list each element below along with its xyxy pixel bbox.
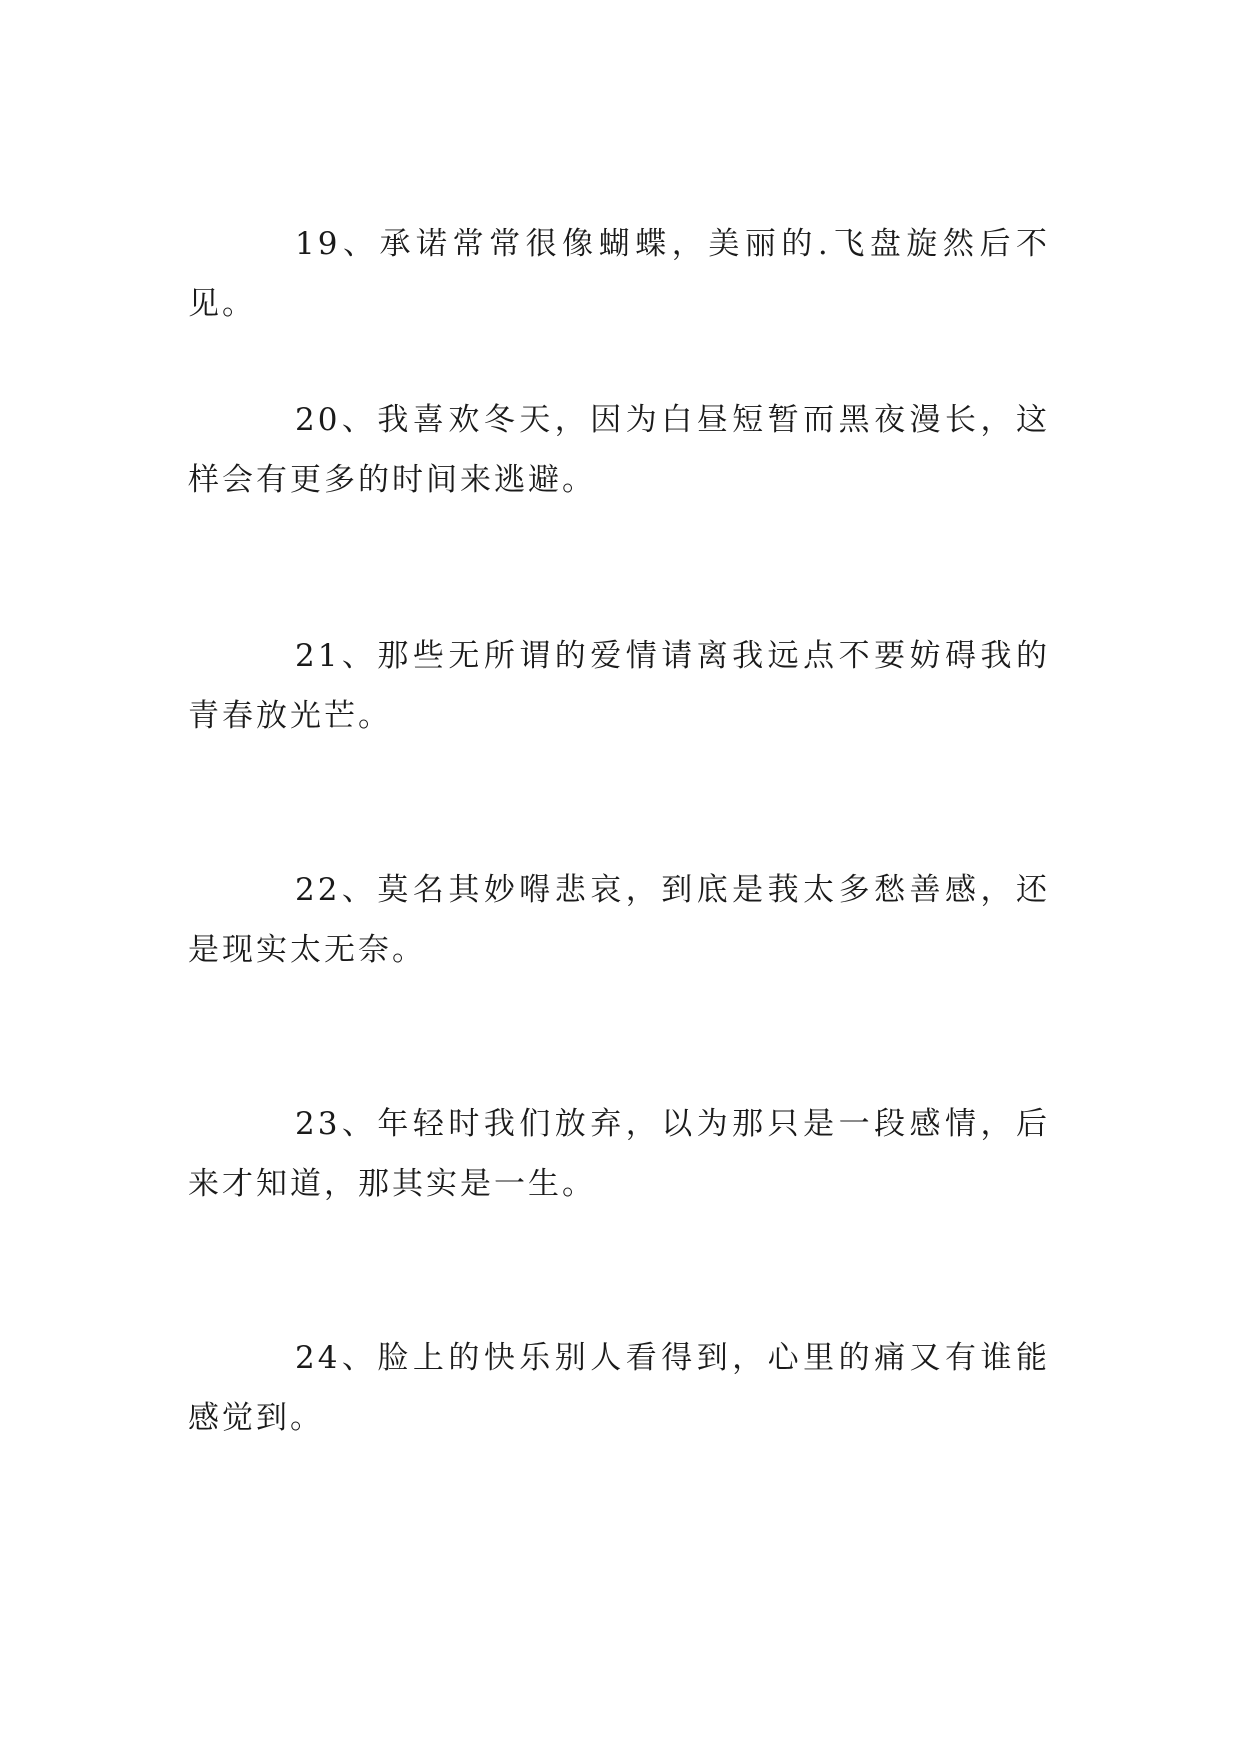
paragraph-19: 19、承诺常常很像蝴蝶，美丽的.飞盘旋然后不见。	[188, 226, 1050, 322]
paragraph-20: 20、我喜欢冬天，因为白昼短暂而黑夜漫长，这样会有更多的时间来逃避。	[188, 402, 1050, 498]
paragraph-23: 23、年轻时我们放弃，以为那只是一段感情，后来才知道，那其实是一生。	[188, 1106, 1050, 1202]
paragraph-24: 24、脸上的快乐别人看得到，心里的痛又有谁能感觉到。	[188, 1340, 1050, 1436]
paragraph-22: 22、莫名其妙嘚悲哀，到底是莪太多愁善感，还是现实太无奈。	[188, 872, 1050, 968]
paragraph-21: 21、那些无所谓的爱情请离我远点不要妨碍我的青春放光芒。	[188, 638, 1050, 734]
